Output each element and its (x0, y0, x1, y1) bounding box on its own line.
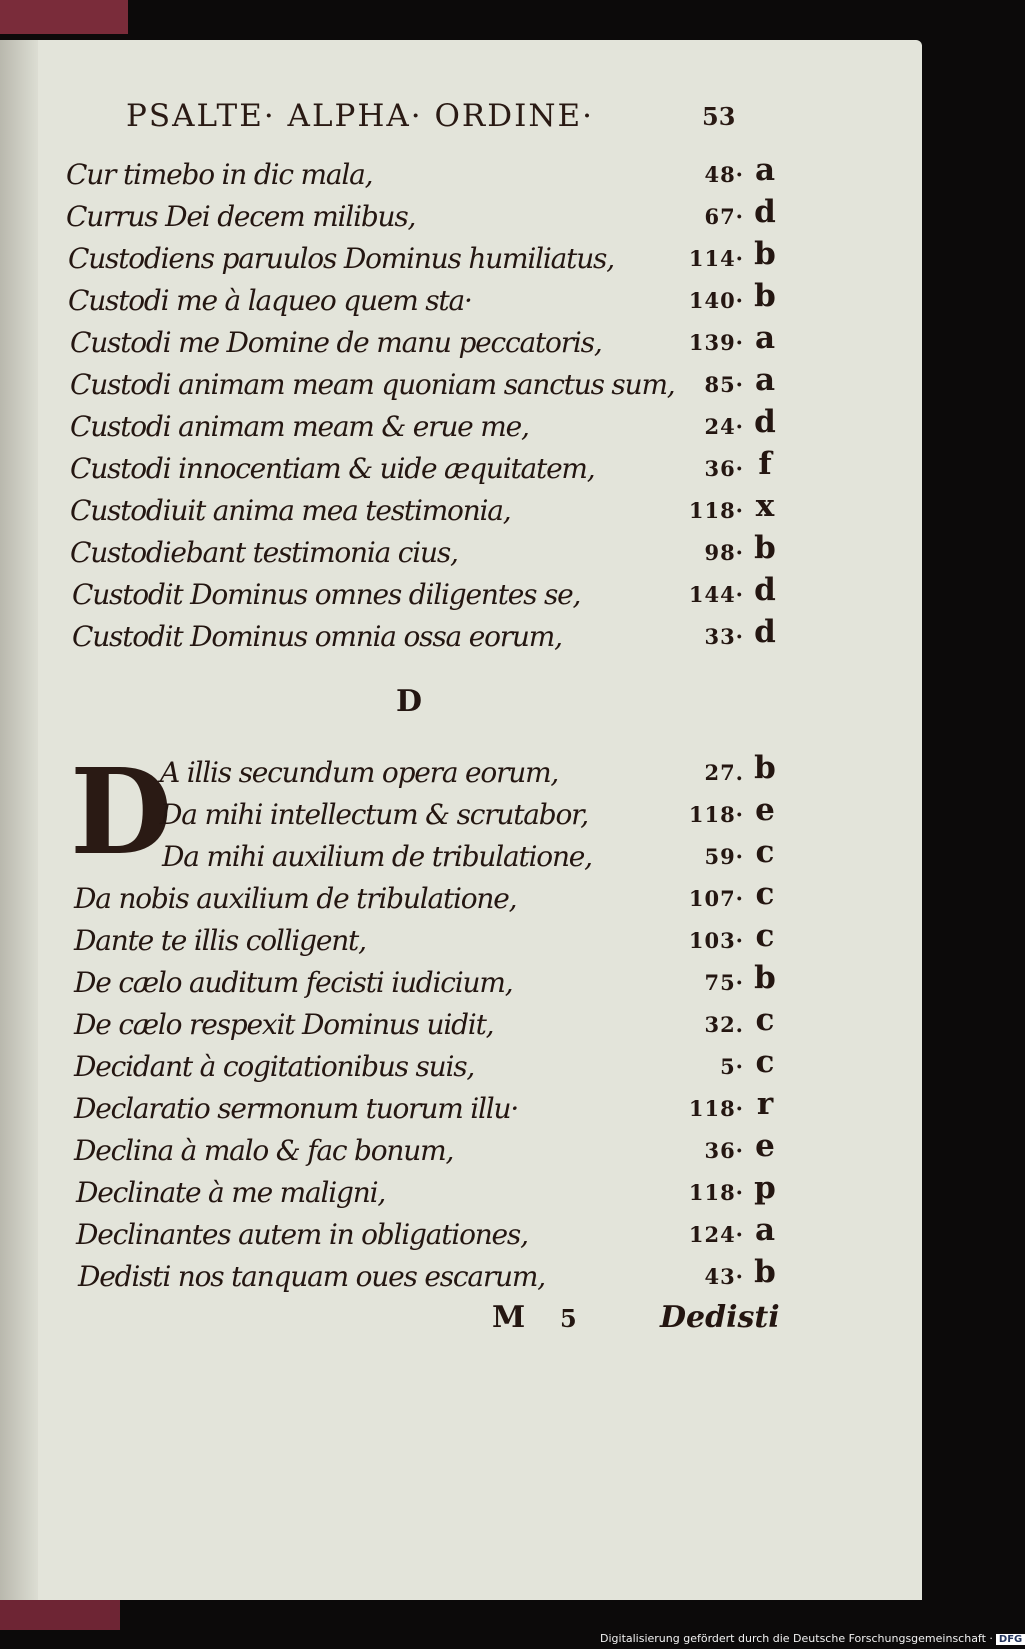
entry-number: 36· (704, 456, 744, 481)
entry-text: Cur timebo in dic mala, (66, 158, 373, 191)
entry-text: Custodi innocentiam & uide æquitatem, (70, 452, 595, 485)
entry-number: 103· (688, 928, 744, 953)
index-entry (0, 1128, 780, 1174)
entry-text: Custodi animam meam quoniam sanctus sum, (70, 368, 675, 401)
entry-number: 67· (704, 204, 744, 229)
index-entry (0, 614, 780, 660)
entry-signature: a (754, 362, 776, 398)
entry-text: De cælo auditum fecisti iudicium, (74, 966, 513, 999)
entry-signature: b (754, 1254, 776, 1290)
entry-signature: c (755, 1044, 775, 1080)
section-heading-letter: D (396, 684, 423, 719)
running-head: PSALTE· ALPHA· ORDINE· (126, 98, 594, 134)
entry-text: Decidant à cogitationibus suis, (74, 1050, 475, 1083)
binding-edge-bottom (0, 1600, 120, 1630)
entry-number: 36· (704, 1138, 744, 1163)
entry-signature: b (754, 750, 776, 786)
index-entry (0, 792, 780, 838)
index-entry (0, 194, 780, 240)
entry-number: 33· (704, 624, 744, 649)
entry-signature: b (754, 278, 776, 314)
entry-text: Dante te illis colligent, (74, 924, 366, 957)
entry-text: Custodiebant testimonia cius, (70, 536, 458, 569)
entry-signature: c (755, 834, 775, 870)
entry-number: 24· (704, 414, 744, 439)
entry-signature: b (754, 530, 776, 566)
index-entry (0, 572, 780, 618)
index-entry (0, 1254, 780, 1300)
entry-number: 118· (688, 498, 744, 523)
entry-number: 75· (704, 970, 744, 995)
index-entry (0, 320, 780, 366)
index-entry (0, 876, 780, 922)
index-entry (0, 1044, 780, 1090)
signature-number: 5 (560, 1304, 577, 1333)
binding-edge-top (0, 0, 128, 34)
entry-number: 124· (688, 1222, 744, 1247)
page-number: 53 (702, 102, 736, 131)
entry-text: Custodiuit anima mea testimonia, (70, 494, 511, 527)
index-entry (0, 530, 780, 576)
entry-text: Declinantes autem in obligationes, (76, 1218, 528, 1251)
index-entry (0, 488, 780, 534)
index-entry (0, 960, 780, 1006)
entry-text: De cælo respexit Dominus uidit, (74, 1008, 494, 1041)
entry-signature: a (754, 320, 776, 356)
entry-text: Declaratio sermonum tuorum illu· (74, 1092, 519, 1125)
index-entry (0, 918, 780, 964)
index-entry (0, 1086, 780, 1132)
index-entry (0, 362, 780, 408)
entry-signature: a (754, 152, 776, 188)
index-entry (0, 750, 780, 796)
entry-number: 118· (688, 802, 744, 827)
index-entry (0, 834, 780, 880)
entry-number: 144· (688, 582, 744, 607)
entry-signature: r (756, 1086, 774, 1122)
index-entry (0, 1002, 780, 1048)
entry-signature: e (755, 792, 775, 828)
entry-number: 27. (704, 760, 744, 785)
entry-signature: f (758, 446, 772, 482)
entry-text: Custodit Dominus omnes diligentes se, (72, 578, 581, 611)
entry-text: Dedisti nos tanquam oues escarum, (78, 1260, 545, 1293)
entry-number: 48· (704, 162, 744, 187)
entry-signature: d (754, 404, 776, 440)
entry-number: 118· (688, 1096, 744, 1121)
entry-signature: p (754, 1170, 776, 1206)
entry-text: Custodiens paruulos Dominus humiliatus, (68, 242, 614, 275)
entry-signature: c (755, 876, 775, 912)
index-entry (0, 152, 780, 198)
index-entry (0, 1212, 780, 1258)
entry-signature: x (755, 488, 775, 524)
entry-number: 5· (720, 1054, 744, 1079)
entry-text: Declina à malo & fac bonum, (74, 1134, 454, 1167)
entry-number: 85· (704, 372, 744, 397)
entry-text: Currus Dei decem milibus, (66, 200, 416, 233)
index-entry (0, 278, 780, 324)
entry-text: Custodit Dominus omnia ossa eorum, (72, 620, 562, 653)
entry-text: Custodi me à laqueo quem sta· (68, 284, 472, 317)
entry-text: Da nobis auxilium de tribulatione, (74, 882, 517, 915)
entry-number: 107· (688, 886, 744, 911)
index-entry (0, 404, 780, 450)
entry-signature: c (755, 1002, 775, 1038)
entry-number: 43· (704, 1264, 744, 1289)
entry-number: 118· (688, 1180, 744, 1205)
entry-signature: a (754, 1212, 776, 1248)
entry-number: 114· (688, 246, 744, 271)
entry-text: Da mihi intellectum & scrutabor, (160, 798, 588, 831)
entry-text: A illis secundum opera eorum, (160, 756, 559, 789)
signature-mark: M (492, 1300, 526, 1335)
entry-signature: d (754, 572, 776, 608)
dfg-logo: DFG (996, 1634, 1025, 1645)
entry-signature: d (754, 194, 776, 230)
entry-signature: e (755, 1128, 775, 1164)
entry-signature: c (755, 918, 775, 954)
entry-signature: d (754, 614, 776, 650)
decorated-initial: D (70, 742, 173, 881)
entry-signature: b (754, 960, 776, 996)
catchword: Dedisti (660, 1300, 780, 1335)
index-entry (0, 236, 780, 282)
digitization-credit (600, 1632, 1025, 1645)
entry-number: 59· (704, 844, 744, 869)
entry-number: 140· (688, 288, 744, 313)
entry-text: Da mihi auxilium de tribulatione, (162, 840, 592, 873)
entry-text: Custodi animam meam & erue me, (70, 410, 529, 443)
entry-text: Custodi me Domine de manu peccatoris, (70, 326, 602, 359)
index-entry (0, 446, 780, 492)
entry-text: Declinate à me maligni, (76, 1176, 386, 1209)
entry-number: 32. (704, 1012, 744, 1037)
entry-number: 98· (704, 540, 744, 565)
entry-signature: b (754, 236, 776, 272)
credit-text: Digitalisierung gefördert durch die Deutsche Forschungsgemeinschaft · (600, 1632, 993, 1645)
index-entry (0, 1170, 780, 1216)
entry-number: 139· (688, 330, 744, 355)
